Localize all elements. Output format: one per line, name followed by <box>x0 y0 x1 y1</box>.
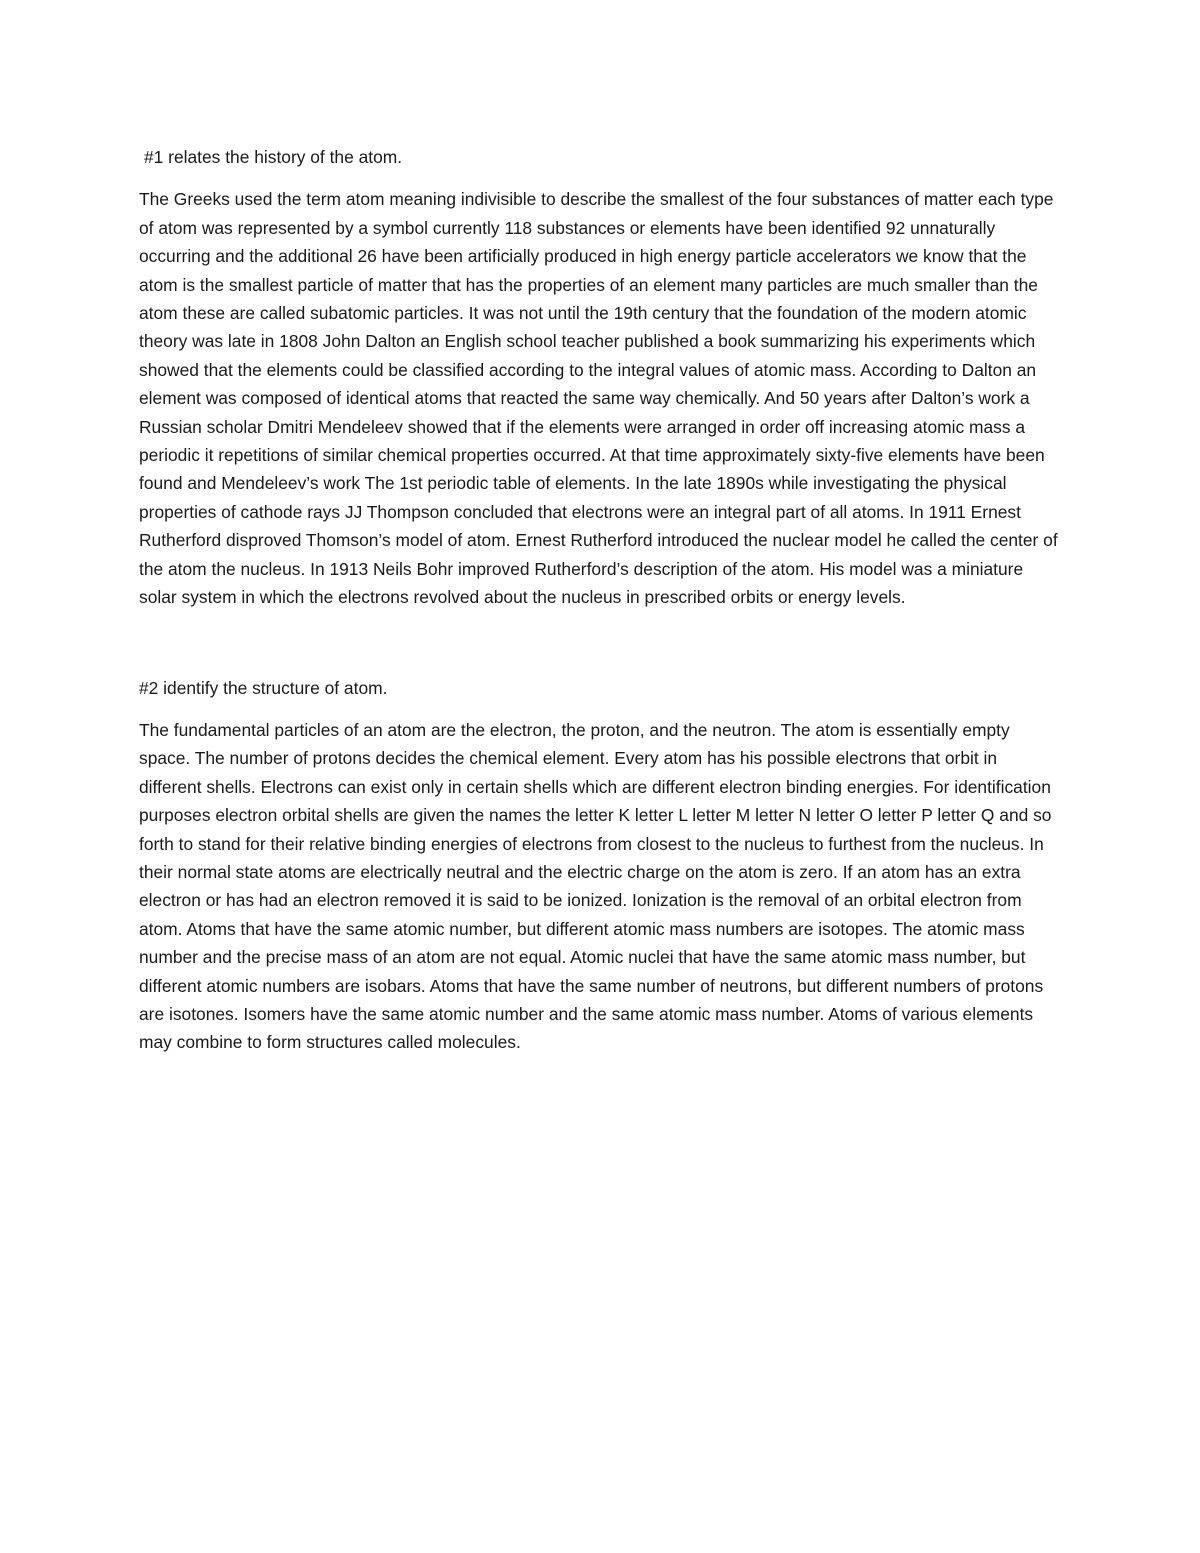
section-1-paragraph: The Greeks used the term atom meaning indivisible to describe the smallest of the four substances of matter each type of atom was represented by a symbol currently 118 substances or elements have been identified 92 unnaturally occurring and the additional 26 have been artificially produced in high energy particle accelerators we know that the atom is the smallest particle of matter that has the properties of an element many particles are much smaller than the atom these are called subatomic particles. It was not until the 19th century that the foundation of the modern atomic theory was late in 1808 John Dalton an English school teacher published a book summarizing his experiments which showed that the elements could be classified according to the integral values of atomic mass. According to Dalton an element was composed of identical atoms that reacted the same way chemically. And 50 years after Dalton’s work a Russian scholar Dmitri Mendeleev showed that if the elements were arranged in order off increasing atomic mass a periodic it repetitions of similar chemical properties occurred. At that time approximately sixty-five elements have been found and Mendeleev’s work The 1st periodic table of elements. In the late 1890s while investigating the physical properties of cathode rays JJ Thompson concluded that electrons were an integral part of all atoms. In 1911 Ernest Rutherford disproved Thomson’s model of atom. Ernest Rutherford introduced the nuclear model he called the center of the atom the nucleus. In 1913 Neils Bohr improved Rutherford’s description of the atom. His model was a miniature solar system in which the electrons revolved about the nucleus in prescribed orbits or energy levels. <box>139 189 1058 608</box>
document-body <box>139 143 1061 1057</box>
section-spacer <box>139 612 1061 674</box>
section-2-heading: #2 identify the structure of atom. <box>139 677 388 698</box>
section-2-paragraph: The fundamental particles of an atom are the electron, the proton, and the neutron. The atom is essentially empty space. The number of protons decides the chemical element. Every atom has his possible electrons that orbit in different shells. Electrons can exist only in certain shells which are different electron binding energies. For identification purposes electron orbital shells are given the names the letter K letter L letter M letter N letter O letter P letter Q and so forth to stand for their relative binding energies of electrons from closest to the nucleus to furthest from the nucleus. In their normal state atoms are electrically neutral and the electric charge on the atom is zero. If an atom has an extra electron or has had an electron removed it is said to be ionized. Ionization is the removal of an orbital electron from atom. Atoms that have the same atomic number, but different atomic mass numbers are isotopes. The atomic mass number and the precise mass of an atom are not equal. Atomic nuclei that have the same atomic mass number, but different atomic numbers are isobars. Atoms that have the same number of neutrons, but different numbers of protons are isotones. Isomers have the same atomic number and the same atomic mass number. Atoms of various elements may combine to form structures called molecules. <box>139 719 1052 1053</box>
section-1-heading: #1 relates the history of the atom. <box>144 147 403 167</box>
